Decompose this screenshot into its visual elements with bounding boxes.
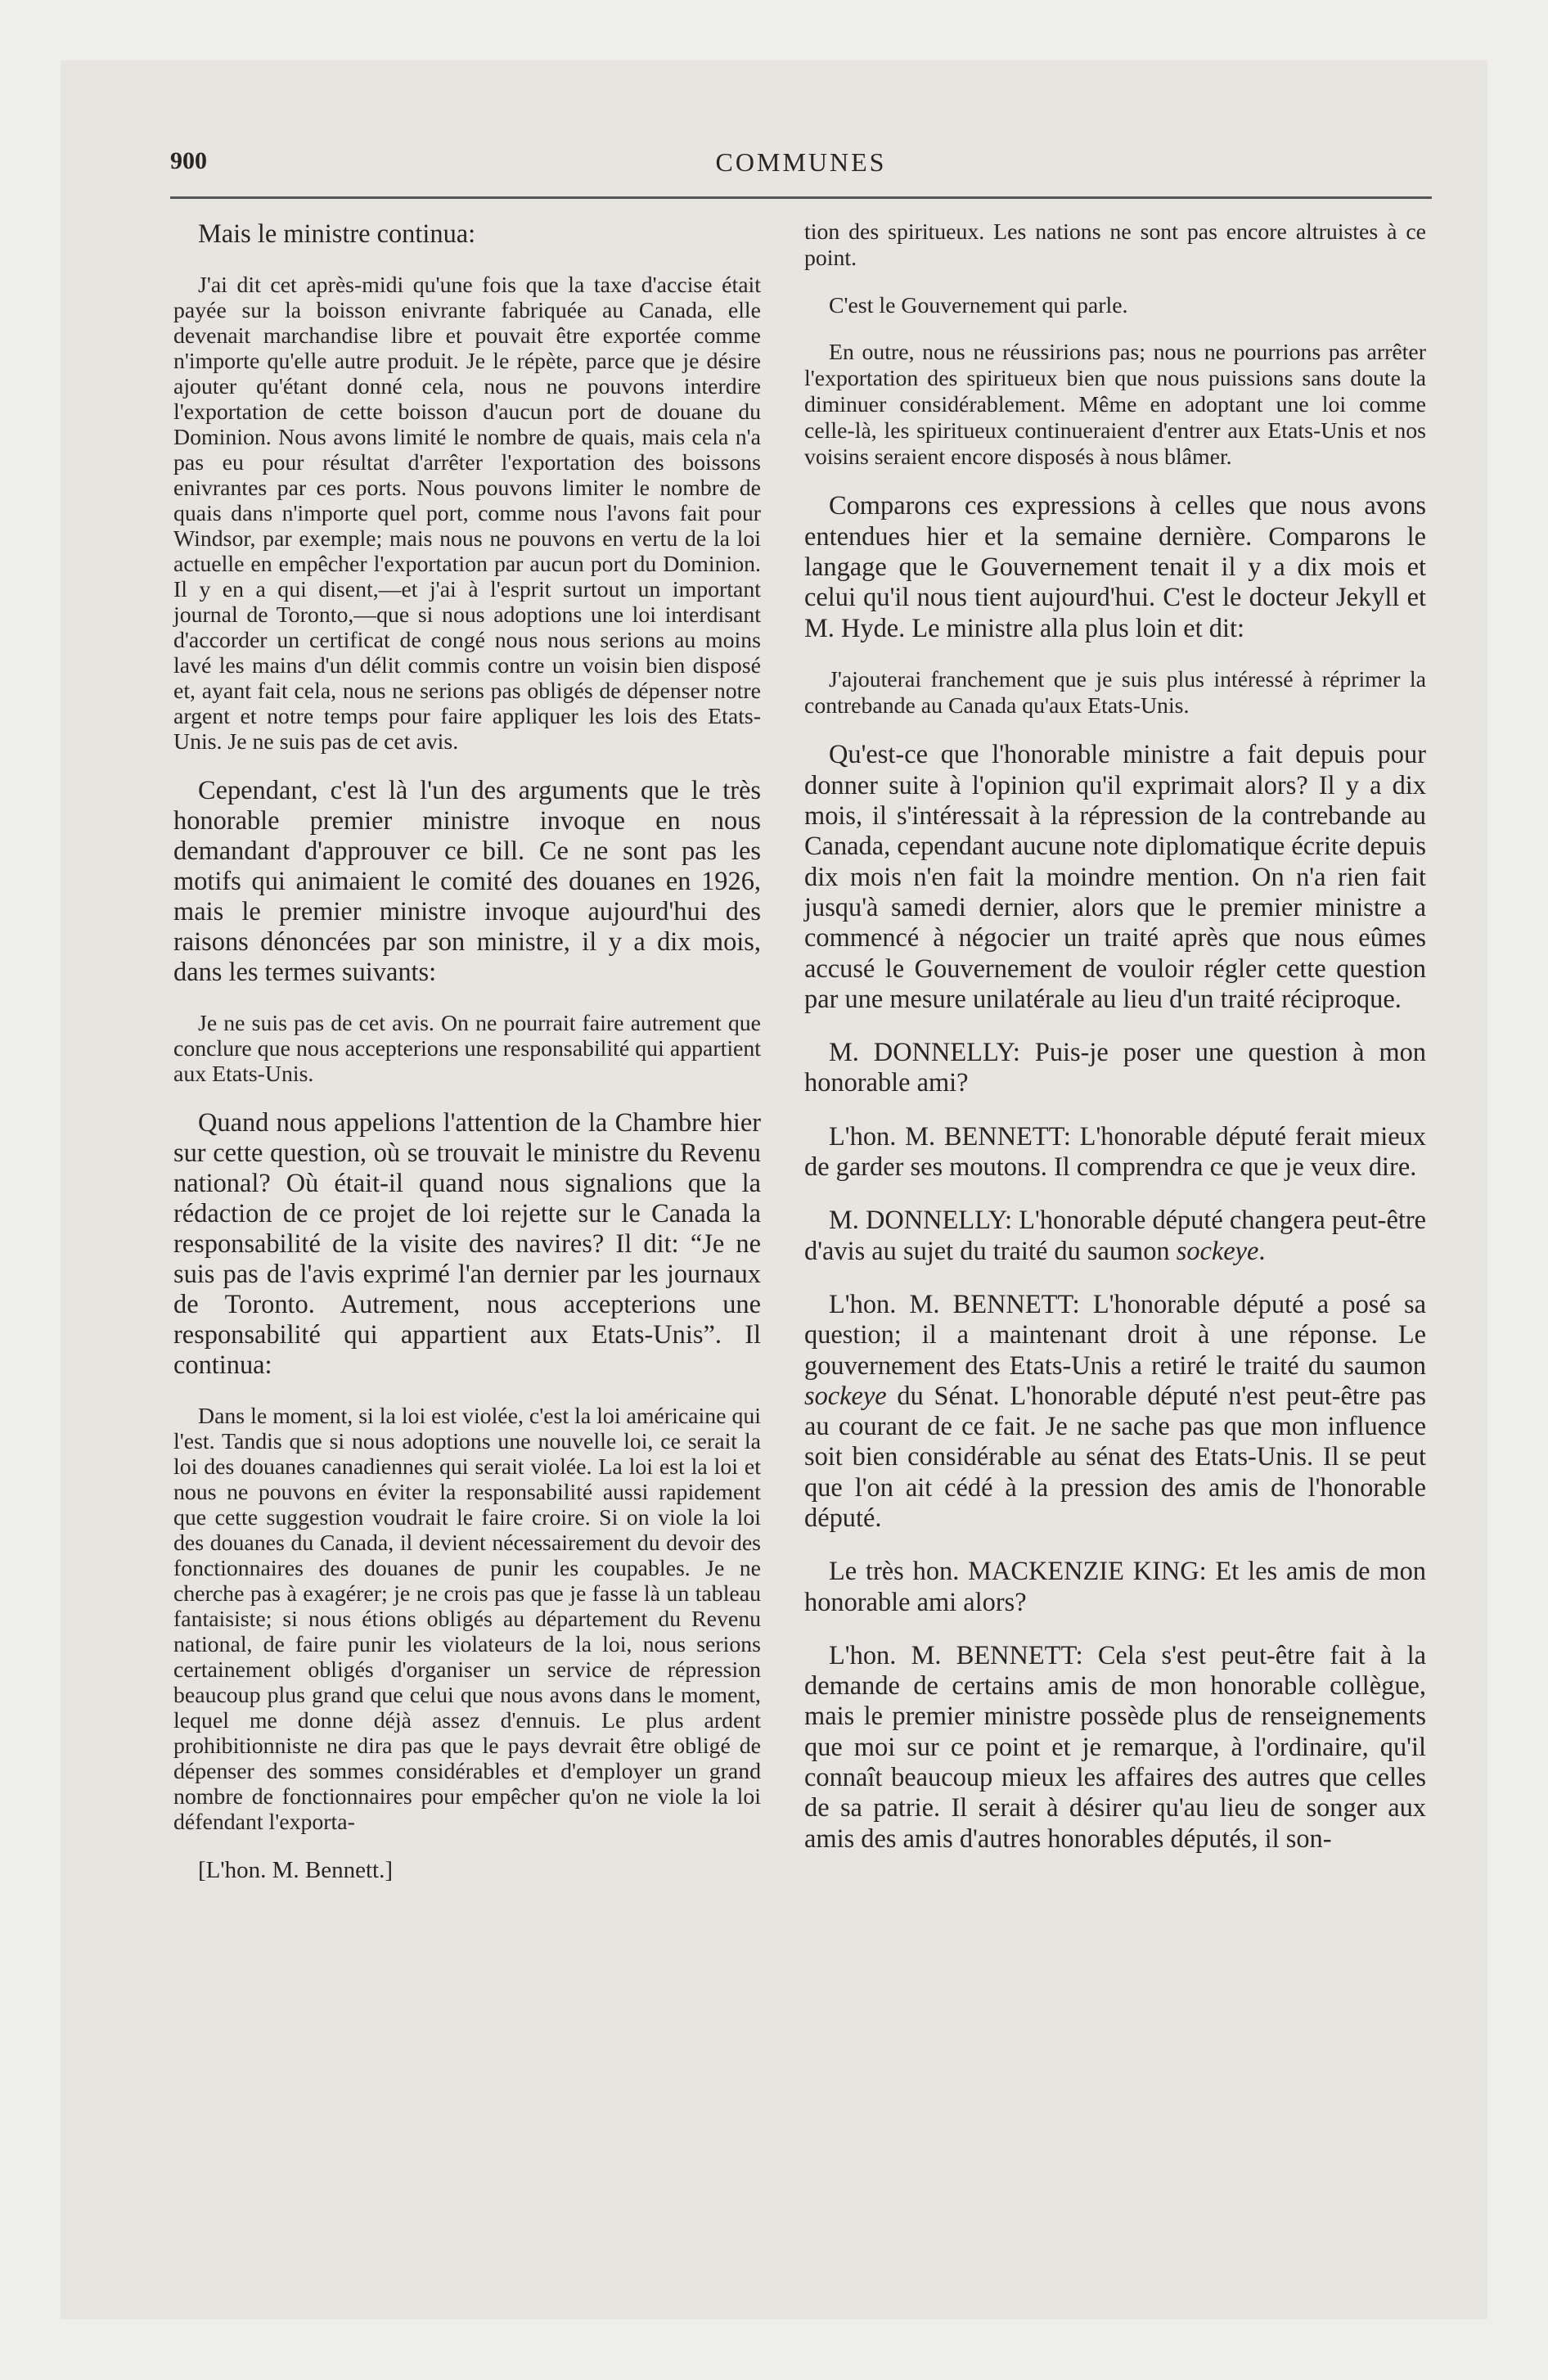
emphasized-term: sockeye — [1176, 1236, 1259, 1266]
speech-text: . — [1258, 1236, 1266, 1266]
quoted-paragraph: J'ajouterai franchement que je suis plus intéressé à réprimer la contrebande au Canada qu'aux Etats-Unis. — [804, 666, 1426, 719]
speech-paragraph: L'hon. M. BENNETT: Cela s'est peut-être fait à la demande de certains amis de mon honorable collègue, mais le premier ministre possède plus de renseignements que moi sur ce point et je remarque, à l'ordinaire, qu'il connaît beaucoup mieux les affaires des autres que celles de sa patrie. Il serait à désirer qu'au lieu de songer aux amis des amis d'autres honorables députés, il son- — [804, 1640, 1426, 1854]
speech-paragraph: Cependant, c'est là l'un des arguments que le très honorable premier ministre invoque en nous demandant d'approuver ce bill. Ce ne sont pas les motifs qui animaient le comité des douanes en 1926, mais le premier ministre invoque aujourd'hui des raisons dénoncées par son ministre, il y a dix mois, dans les termes suivants: — [173, 776, 761, 987]
quoted-paragraph: C'est le Gouvernement qui parle. — [829, 292, 1128, 318]
page-number: 900 — [170, 147, 207, 174]
speech-text: M. DONNELLY: L'honorable député changera peut-être d'avis au sujet du traité du saumon — [804, 1206, 1426, 1266]
speech-paragraph: L'hon. M. BENNETT: L'honorable député ferait mieux de garder ses moutons. Il comprendra ce que je veux dire. — [804, 1121, 1426, 1183]
speech-paragraph — [804, 1206, 1426, 1267]
speech-paragraph: Mais le ministre continua: — [198, 219, 476, 249]
speech-paragraph: Le très hon. MACKENZIE KING: Et les amis de mon honorable ami alors? — [804, 1557, 1426, 1617]
speech-paragraph — [804, 1290, 1426, 1534]
running-head-title: COMMUNES — [715, 147, 887, 177]
speech-paragraph: Quand nous appelions l'attention de la Chambre hier sur cette question, où se trouvait le ministre du Revenu national? Où était-il quand nous signalions que la rédaction de ce projet de loi rejette sur le Canada la responsabilité de la visite des navires? Il dit: “Je ne suis pas de l'avis exprimé l'an dernier par les journaux de Toronto. Autrement, nous accepterions une responsabilité qui appartient aux Etats-Unis”. Il continua: — [173, 1108, 761, 1380]
quoted-paragraph: J'ai dit cet après-midi qu'une fois que la taxe d'accise était payée sur la boisson enivrante fabriquée au Canada, elle devenait marchandise libre et pouvait être exportée comme n'importe qu'elle autre produit. Je le répète, parce que je désire ajouter qu'étant donné cela, nous ne pouvons interdire l'exportation de cette boisson d'aucun port de douane du Dominion. Nous avons limité le nombre de quais, mais cela n'a pas eu pour résultat d'arrêter l'exportation des boissons enivrantes par ces ports. Nous pouvons limiter le nombre de quais dans n'importe quel port, comme nous l'avons fait pour Windsor, par exemple; mais nous ne pouvons en vertu de la loi actuelle en empêcher l'exportation par aucun port du Dominion. Il y en a qui disent,—et j'ai à l'esprit surtout un important journal de Toronto,—que si nous adoptions une loi interdisant d'accorder un certificat de congé nous nous serions au moins lavé les mains d'un délit commis contre un voisin bien disposé et, ayant fait cela, nous ne serions pas obligés de dépenser notre argent et notre temps pour faire appliquer les lois des Etats-Unis. Je ne suis pas de cet avis. — [173, 273, 761, 755]
speech-paragraph: Qu'est-ce que l'honorable ministre a fait depuis pour donner suite à l'opinion qu'il exprimait alors? Il y a dix mois, il s'intéressait à la répression de la contrebande au Canada, cependant aucune note diplomatique écrite depuis dix mois n'en fait la moindre mention. On n'a rien fait jusqu'à samedi dernier, alors que le premier ministre a commencé à négocier un traité après que nous eûmes accusé le Gouvernement de vouloir régler cette question par une mesure unilatérale au lieu d'un traité réciproque. — [804, 740, 1426, 1014]
speech-paragraph: Comparons ces expressions à celles que nous avons entendues hier et la semaine dernière. Comparons le langage que le Gouvernement tenait il y a dix mois et celui qu'il nous tient aujourd'hui. C'est le docteur Jekyll et M. Hyde. Le ministre alla plus loin et dit: — [804, 491, 1426, 643]
emphasized-term: sockeye — [804, 1381, 887, 1411]
header-rule — [170, 196, 1432, 199]
speech-paragraph: M. DONNELLY: Puis-je poser une question à mon honorable ami? — [804, 1038, 1426, 1098]
quoted-paragraph: En outre, nous ne réussirions pas; nous ne pourrions pas arrêter l'exportation des spiritueux bien que nous puissions sans doute la diminuer considérablement. Même en adoptant une loi comme celle-là, les spiritueux continueraient d'entrer aux Etats-Unis et nos voisins seraient encore disposés à nous blâmer. — [804, 340, 1426, 470]
speaker-attribution: [L'hon. M. Bennett.] — [198, 1857, 393, 1883]
left-column — [173, 219, 761, 1907]
speech-text: L'hon. M. BENNETT: L'honorable député a posé sa question; il a maintenant droit à une réponse. Le gouvernement des Etats-Unis a retiré le traité du saumon — [804, 1289, 1426, 1381]
quoted-paragraph: Je ne suis pas de cet avis. On ne pourrait faire autrement que conclure que nous accepterions une responsabilité qui appartient aux Etats-Unis. — [173, 1011, 761, 1087]
speech-text: du Sénat. L'honorable député n'est peut-être pas au courant de ce fait. Je ne sache pas que mon influence soit bien considérable au sénat des Etats-Unis. Il se peut que l'on ait cédé à la pression des amis de l'honorable député. — [804, 1381, 1426, 1533]
quoted-paragraph: Dans le moment, si la loi est violée, c'est la loi américaine qui l'est. Tandis que si nous adoptions une nouvelle loi, ce serait la loi des douanes canadiennes qui serait violée. La loi est la loi et nous ne pouvons en éviter la responsabilité aussi rapidement que cette suggestion voudrait le faire croire. Si on viole la loi des douanes du Canada, il devient nécessairement du devoir des fonctionnaires des douanes de punir les coupables. Je ne cherche pas à exagérer; je ne crois pas que je fasse là un tableau fantaisiste; si nous étions obligés au département du Revenu national, de faire punir les violateurs de la loi, nous serions certainement obligés d'organiser un service de répression beaucoup plus grand que celui que nous avons dans le moment, lequel me donne déjà assez d'ennuis. Le plus ardent prohibitionniste ne dira pas que le pays devrait être obligé de dépenser des sommes considérables et d'employer un grand nombre de fonctionnaires pour empêcher qu'on ne viole la loi défendant l'exporta- — [173, 1404, 761, 1835]
quoted-paragraph: tion des spiritueux. Les nations ne sont pas encore altruistes à ce point. — [804, 219, 1426, 271]
right-column — [804, 219, 1426, 1877]
page-header — [170, 147, 1432, 190]
